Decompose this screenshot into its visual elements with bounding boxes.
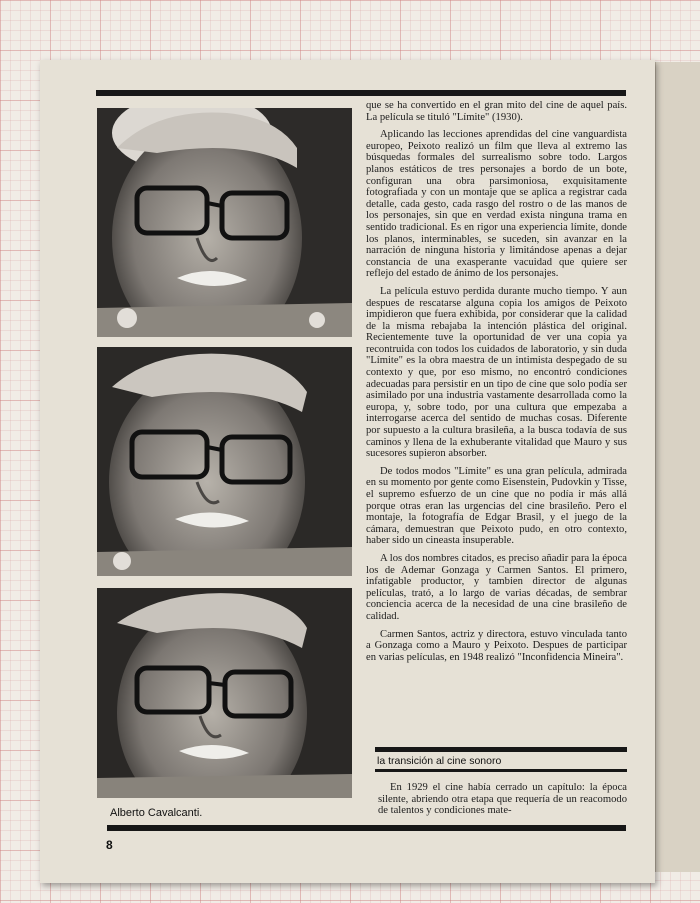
- bottom-rule: [107, 825, 626, 831]
- section-heading: la transición al cine sonoro: [377, 755, 502, 767]
- section-paragraph: En 1929 el cine había cerrado un capítulo: la época silente, abriendo otra etapa que requería de un reacomodo de talentos y condiciones mate-: [378, 782, 627, 817]
- portrait-photo-3: [97, 588, 352, 798]
- section-column: [378, 782, 627, 817]
- portrait-photo-2: [97, 347, 352, 576]
- adjacent-page-edge: [655, 62, 700, 872]
- photo-caption: Alberto Cavalcanti.: [110, 807, 203, 819]
- article-paragraph: Aplicando las lecciones aprendidas del cine vanguardista europeo, Peixoto realizó un film que lleva al extremo las búsquedas formales del surrealismo sobre todo. Largos planos estáticos de tres personajes a bordo de un bote, configuran una obra parsimoniosa, exquisitamente fotografiada y con un montaje que se aplica a registrar cada detalle, cada gesto, cada rasgo del rostro o de las manos de los personajes, sin que en verdad exista ninguna trama en sentido tradicional. Es en rigor una experiencia límite, donde los planos, interminables, se suceden, sin avanzar en la narración de ninguna historia y limitándose apenas a dejar constancia de una exasperante vacuidad que quiere ser reflejo del estado de ánimo de los personajes.: [366, 129, 627, 280]
- article-paragraph: La película estuvo perdida durante mucho tiempo. Y aun despues de rescatarse alguna copia los amigos de Peixoto impidieron que fuera exhibida, por considerar que la calidad de la misma rebajaba la intención plástica del original. Recientemente tuve la oportunidad de ver una copia ya recontruida con todos los cuidados de laboratorio, y sin duda "Límite" es la obra maestra de un intimista despegado de su contexto y que, por eso mismo, no encontró condiciones adecuadas para persistir en un tipo de cine que solo podía ser asimilado por una industria vastamente desarrollada como la europa, y, sobre todo, por una cultura que empezaba a interrogarse acerca del sentido de muchas cosas. Diferente por supuesto a la cultura brasileña, a la busca todavía de sus caminos y llena de la exhuberante vitalidad que Mauro y sus sucesores supieron absorber.: [366, 285, 627, 460]
- portrait-photo-1: [97, 108, 352, 337]
- page-number: 8: [106, 838, 113, 852]
- article-paragraph: De todos modos "Límite" es una gran película, admirada en su momento por gente como Eisenstein, Pudovkin y Tisse, el supremo esfuerzo de un cine que no podía ir más allá porque otras eran las urgencias del cine brasileño. Pero el montaje, la fotografía de Edgar Brasil, y el juego de la cámara, demuestran que Peixoto pudo, en otro contexto, haber sido un cineasta insuperable.: [366, 465, 627, 547]
- article-paragraph: A los dos nombres citados, es preciso añadir para la época los de Ademar Gonzaga y Carmen Santos. El primero, infatigable productor, y tambien director de algunas películas, trató, a lo largo de varias décadas, de sembrar conciencia acerca de la necesidad de una cine brasileño de calidad.: [366, 552, 627, 622]
- article-paragraph: Carmen Santos, actriz y directora, estuvo vinculada tanto a Gonzaga como a Mauro y Peixoto. Despues de participar en varias películas, en 1948 realizó "Inconfidencia Mineira".: [366, 628, 627, 663]
- article-paragraph: que se ha convertido en el gran mito del cine de aquel país. La película se tituló "Límite" (1930).: [366, 100, 627, 123]
- section-rule-bottom: [375, 769, 627, 772]
- section-header: [375, 747, 627, 772]
- top-rule: [96, 90, 626, 96]
- article-column: [366, 100, 627, 669]
